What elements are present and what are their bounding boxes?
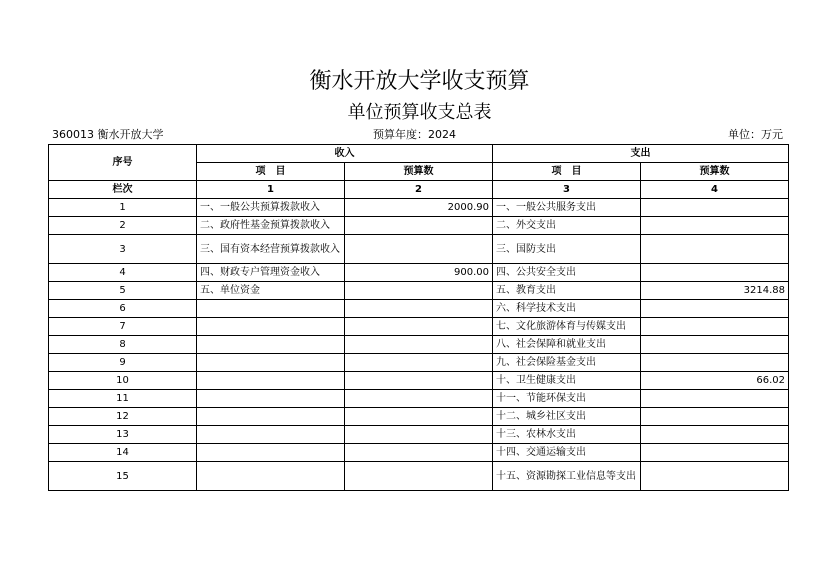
- expense-item: 十四、交通运输支出: [493, 444, 641, 462]
- row-no: 4: [49, 264, 197, 282]
- income-amount: [345, 408, 493, 426]
- expense-item: 五、教育支出: [493, 282, 641, 300]
- currency-unit: 单位：万元: [728, 128, 783, 141]
- expense-amount: [641, 354, 789, 372]
- budget-year: 预算年度：2024: [373, 128, 456, 141]
- table-row: [49, 336, 789, 354]
- income-amount: [345, 300, 493, 318]
- income-amount: [345, 354, 493, 372]
- table-row: [49, 444, 789, 462]
- income-item: [197, 444, 345, 462]
- income-item: [197, 390, 345, 408]
- expense-item: 十一、节能环保支出: [493, 390, 641, 408]
- table-row: [49, 217, 789, 235]
- expense-item: 十五、资源勘探工业信息等支出: [493, 462, 641, 491]
- expense-item: 十二、城乡社区支出: [493, 408, 641, 426]
- row-no: 8: [49, 336, 197, 354]
- header-col4: 4: [641, 181, 789, 199]
- expense-item: 十三、农林水支出: [493, 426, 641, 444]
- income-amount: [345, 235, 493, 264]
- unit-code-name: 360013 衡水开放大学: [52, 128, 164, 141]
- income-amount: [345, 282, 493, 300]
- row-no: 5: [49, 282, 197, 300]
- table-row: [49, 372, 789, 390]
- income-amount: 2000.90: [345, 199, 493, 217]
- row-no: 12: [49, 408, 197, 426]
- income-amount: 900.00: [345, 264, 493, 282]
- row-no: 1: [49, 199, 197, 217]
- income-item: 二、政府性基金预算拨款收入: [197, 217, 345, 235]
- header-income-budget: 预算数: [345, 163, 493, 181]
- row-no: 10: [49, 372, 197, 390]
- header-seq: 序号: [49, 145, 197, 181]
- expense-amount: [641, 318, 789, 336]
- income-item: 四、财政专户管理资金收入: [197, 264, 345, 282]
- income-item: [197, 462, 345, 491]
- expense-amount: 66.02: [641, 372, 789, 390]
- page-title: 衡水开放大学收支预算: [309, 69, 530, 94]
- income-item: [197, 300, 345, 318]
- budget-summary-table: [48, 144, 789, 491]
- expense-amount: [641, 408, 789, 426]
- table-row: [49, 462, 789, 491]
- expense-item: 三、国防支出: [493, 235, 641, 264]
- header-income-item: 项 目: [197, 163, 345, 181]
- expense-amount: [641, 426, 789, 444]
- row-no: 14: [49, 444, 197, 462]
- income-item: [197, 318, 345, 336]
- income-item: [197, 426, 345, 444]
- expense-amount: [641, 300, 789, 318]
- header-col3: 3: [493, 181, 641, 199]
- row-no: 13: [49, 426, 197, 444]
- expense-item: 七、文化旅游体育与传媒支出: [493, 318, 641, 336]
- table-row: [49, 390, 789, 408]
- income-item: [197, 408, 345, 426]
- table-row: [49, 318, 789, 336]
- expense-amount: [641, 336, 789, 354]
- expense-amount: [641, 264, 789, 282]
- header-expense-budget: 预算数: [641, 163, 789, 181]
- row-no: 11: [49, 390, 197, 408]
- income-item: [197, 354, 345, 372]
- row-no: 3: [49, 235, 197, 264]
- row-no: 7: [49, 318, 197, 336]
- expense-item: 八、社会保障和就业支出: [493, 336, 641, 354]
- expense-amount: [641, 444, 789, 462]
- table-row: [49, 426, 789, 444]
- row-no: 2: [49, 217, 197, 235]
- income-amount: [345, 318, 493, 336]
- income-amount: [345, 217, 493, 235]
- header-col1: 1: [197, 181, 345, 199]
- expense-amount: [641, 462, 789, 491]
- table-row: [49, 300, 789, 318]
- table-row: [49, 282, 789, 300]
- expense-amount: [641, 390, 789, 408]
- income-amount: [345, 372, 493, 390]
- row-no: 15: [49, 462, 197, 491]
- expense-item: 四、公共安全支出: [493, 264, 641, 282]
- income-item: [197, 336, 345, 354]
- income-item: 五、单位资金: [197, 282, 345, 300]
- header-col2: 2: [345, 181, 493, 199]
- header-expense: 支出: [493, 145, 789, 163]
- table-row: [49, 264, 789, 282]
- expense-item: 九、社会保险基金支出: [493, 354, 641, 372]
- header-lanci: 栏次: [49, 181, 197, 199]
- expense-amount: 3214.88: [641, 282, 789, 300]
- income-item: [197, 372, 345, 390]
- expense-item: 一、一般公共服务支出: [493, 199, 641, 217]
- expense-item: 二、外交支出: [493, 217, 641, 235]
- income-amount: [345, 426, 493, 444]
- income-amount: [345, 336, 493, 354]
- income-item: 一、一般公共预算拨款收入: [197, 199, 345, 217]
- table-row: [49, 354, 789, 372]
- income-item: 三、国有资本经营预算拨款收入: [197, 235, 345, 264]
- income-amount: [345, 444, 493, 462]
- header-income: 收入: [197, 145, 493, 163]
- table-row: [49, 235, 789, 264]
- expense-amount: [641, 199, 789, 217]
- expense-amount: [641, 235, 789, 264]
- page-subtitle: 单位预算收支总表: [347, 102, 492, 123]
- table-row: [49, 408, 789, 426]
- income-amount: [345, 390, 493, 408]
- expense-item: 六、科学技术支出: [493, 300, 641, 318]
- row-no: 9: [49, 354, 197, 372]
- expense-amount: [641, 217, 789, 235]
- row-no: 6: [49, 300, 197, 318]
- header-expense-item: 项 目: [493, 163, 641, 181]
- table-row: [49, 199, 789, 217]
- expense-item: 十、卫生健康支出: [493, 372, 641, 390]
- income-amount: [345, 462, 493, 491]
